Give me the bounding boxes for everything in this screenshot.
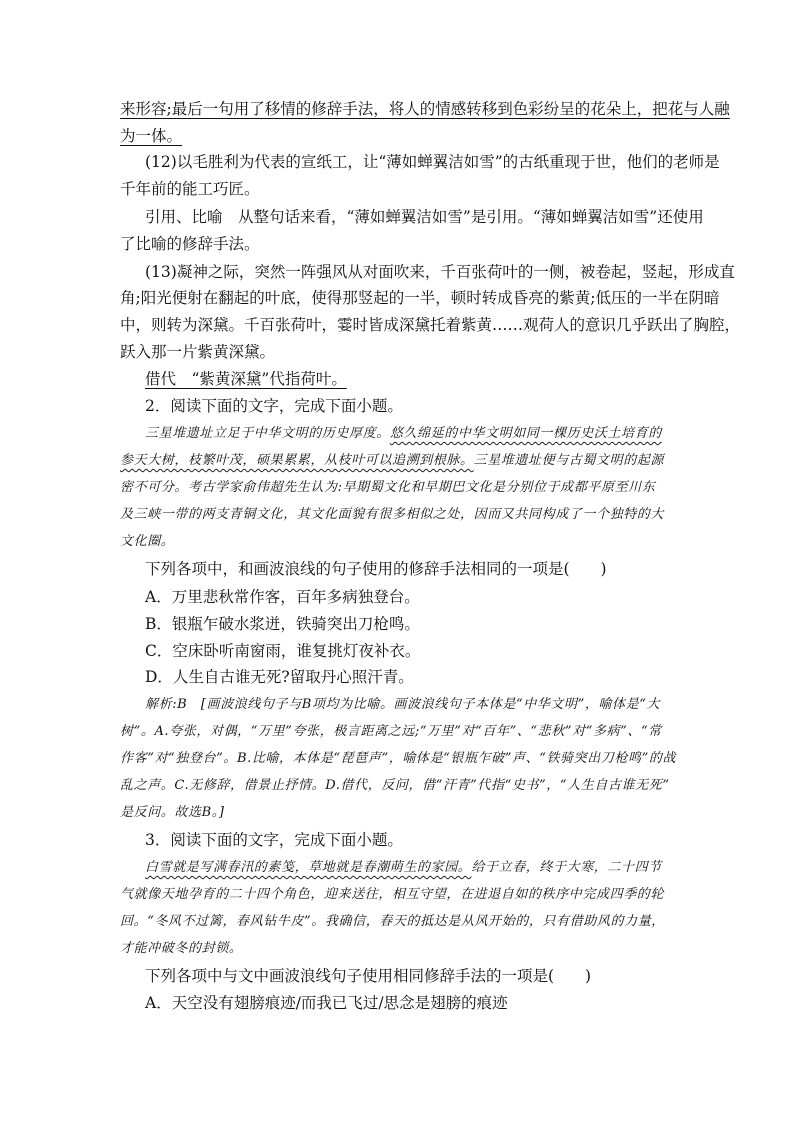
- text-line: 跃入那一片紫黄深黛。: [120, 343, 276, 361]
- option-a: A．天空没有翅膀痕迹/而我已飞过/思念是翅膀的痕迹: [145, 994, 508, 1012]
- text-line: 来形容;最后一句用了移情的修辞手法，将人的情感转移到色彩纷呈的花朵上，把花与人融: [120, 100, 730, 118]
- explanation-line: 乱之声。C.无修辞，借景止抒情。D.借代，反问，借“汗青”代指“史书”，“人生自古谁无死”: [120, 778, 670, 793]
- question-stem: 下列各项中与文中画波浪线句子使用相同修辞手法的一项是( ): [145, 967, 592, 985]
- passage-line: [145, 423, 662, 445]
- wavy-sentence: 参天大树，枝繁叶茂，硕果累累，从枝叶可以追溯到根脉。: [120, 453, 474, 468]
- passage-line: 才能冲破冬的封锁。: [120, 941, 243, 956]
- text-line: 了比喻的修辞手法。: [120, 235, 260, 253]
- option-c: C．空床卧听南窗雨，谁复挑灯夜补衣。: [145, 642, 421, 660]
- text-line: 千年前的能工巧匠。: [120, 180, 260, 198]
- option-d: D．人生自古谁无死?留取丹心照汗青。: [145, 668, 414, 686]
- text-line: (12)以毛胜利为代表的宣纸工，让“薄如蝉翼洁如雪”的古纸重现于世，他们的老师是: [145, 153, 720, 171]
- wavy-sentence: 悠久绵延的中华文明如同一棵历史沃土培育的: [389, 426, 662, 441]
- passage-line: 气就像天地孕育的二十四个角色，迎来送往，相互守望，在进退自如的秩序中完成四季的轮: [120, 887, 665, 902]
- question-stem: 下列各项中，和画波浪线的句子使用的修辞手法相同的一项是( ): [145, 560, 607, 578]
- explanation-line: 作客”对“独登台”。B.比喻，本体是“琵琶声”，喻体是“银瓶乍破”声、“铁骑突出刀枪鸣”的战: [120, 751, 677, 766]
- passage-text: 三星堆遗址便与古蜀文明的起源: [473, 453, 665, 468]
- explanation-line: 解析:B [画波浪线句子与B项均为比喻。画波浪线句子本体是“中华文明”，喻体是“大: [145, 697, 661, 712]
- text-line: 角;阳光便射在翻起的叶底，使得那竖起的一半，顿时转成昏亮的紫黄;低压的一半在阴暗: [120, 289, 720, 307]
- passage-line: 及三峡一带的两支青铜文化，其文化面貌有很多相似之处，因而又共同构成了一个独特的大: [120, 507, 665, 522]
- question-heading: 2．阅读下面的文字，完成下面小题。: [145, 397, 403, 415]
- text-line: (13)凝神之际，突然一阵强风从对面吹来，千百张荷叶的一侧，被卷起，竖起，形成直: [145, 263, 735, 281]
- passage-text: 给于立春，终于大寒，二十四节: [471, 860, 662, 875]
- text-line: 中，则转为深黛。千百张荷叶，霎时皆成深黛托着紫黄……观荷人的意识几乎跃出了胸腔，: [120, 316, 741, 334]
- text-line: 引用、比喻 从整句话来看，“薄如蝉翼洁如雪”是引用。“薄如蝉翼洁如雪”还使用: [145, 208, 704, 226]
- passage-line: [120, 450, 664, 472]
- answer-line: 借代 “紫黄深黛”代指荷叶。: [145, 370, 347, 388]
- passage-line: 密不可分。考古学家俞伟超先生认为:早期蜀文化和早期巴文化是分别位于成都平原至川东: [120, 480, 656, 495]
- passage-line: [145, 857, 662, 879]
- option-a: A．万里悲秋常作客，百年多病独登台。: [145, 588, 420, 606]
- text-line: 为一体。: [120, 127, 183, 145]
- explanation-line: 是反问。故选B。]: [120, 805, 225, 820]
- wavy-sentence: 白雪就是写满春汛的素笺，草地就是春潮萌生的家园。: [145, 860, 472, 875]
- option-b: B．银瓶乍破水浆迸，铁骑突出刀枪鸣。: [145, 615, 420, 633]
- passage-line: 文化圈。: [120, 534, 175, 549]
- passage-text: 三星堆遗址立足于中华文明的历史厚度。: [145, 426, 390, 441]
- explanation-line: 树”。A.夸张，对偶，“万里”夸张，极言距离之远;“万里”对“百年”、“悲秋”对“多病”、“常: [120, 724, 662, 739]
- question-heading: 3．阅读下面的文字，完成下面小题。: [145, 831, 403, 849]
- passage-line: 回。“冬风不过篱，春风钻牛皮”。我确信，春天的抵达是从风开始的，只有借助风的力量，: [120, 914, 665, 929]
